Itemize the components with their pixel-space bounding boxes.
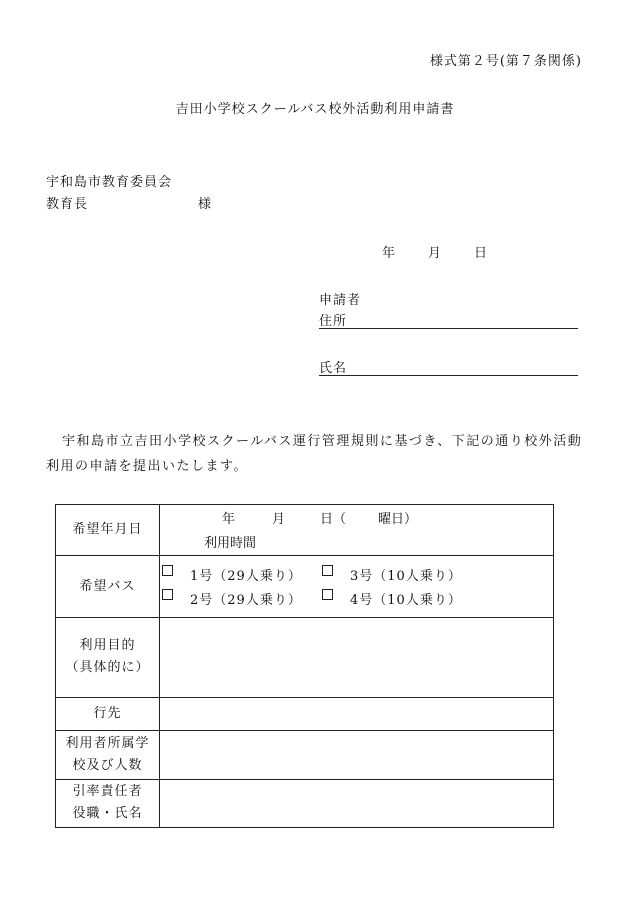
name-field[interactable] (319, 357, 578, 376)
table-row (56, 731, 554, 779)
table-date-year: 年 (222, 512, 236, 528)
school-label-line2: 校及び人数 (72, 757, 143, 773)
bus-1-label: 1号（29人乗り） (190, 568, 302, 584)
date-cell[interactable] (160, 505, 554, 556)
purpose-cell[interactable] (160, 618, 554, 698)
address-label: 住所 (319, 314, 348, 329)
table-row (56, 505, 554, 556)
bus-3-checkbox[interactable] (322, 565, 333, 576)
leader-label-line1: 引率責任者 (72, 784, 143, 800)
addressee-org: 宇和島市教育委員会 (46, 175, 173, 190)
document-title: 吉田小学校スクールバス校外活動利用申請書 (175, 102, 455, 117)
purpose-label (56, 618, 160, 698)
date-year-label: 年 (382, 246, 396, 261)
date-day-label: 日 (474, 246, 488, 261)
bus-4-label: 4号（10人乗り） (350, 592, 462, 608)
form-number: 様式第２号(第７条関係) (429, 54, 582, 69)
addressee-title: 教育長 (46, 197, 89, 212)
leader-cell[interactable] (160, 779, 554, 828)
name-label: 氏名 (319, 361, 348, 376)
bus-3-label: 3号（10人乗り） (350, 568, 462, 584)
body-text: 宇和島市立吉田小学校スクールバス運行管理規則に基づき、下記の通り校外活動利用の申請を提出いたします。 (46, 434, 583, 474)
school-cell[interactable] (160, 731, 554, 779)
bus-4-checkbox[interactable] (322, 589, 333, 600)
table-date-month: 月 (272, 512, 286, 528)
purpose-label-line1: 利用目的 (79, 638, 136, 654)
bus-2-checkbox[interactable] (162, 589, 173, 600)
addressee-honorific: 様 (198, 197, 212, 212)
table-row (56, 697, 554, 730)
destination-label: 行先 (56, 697, 160, 730)
leader-label-line2: 役職・氏名 (72, 806, 143, 822)
date-month-label: 月 (428, 246, 442, 261)
school-label-line1: 利用者所属学 (65, 735, 150, 751)
table-row (56, 618, 554, 698)
bus-label: 希望バス (56, 556, 160, 618)
leader-label (56, 779, 160, 828)
application-table (55, 504, 554, 828)
bus-cell (160, 556, 554, 618)
purpose-label-line2: （具体的に） (65, 660, 150, 676)
table-row (56, 556, 554, 618)
table-date-weekday: 曜日） (378, 512, 418, 528)
bus-1-checkbox[interactable] (162, 565, 173, 576)
table-date-day: 日（ (320, 512, 347, 528)
date-label: 希望年月日 (56, 505, 160, 556)
destination-cell[interactable] (160, 697, 554, 730)
address-field[interactable] (319, 310, 578, 329)
applicant-heading: 申請者 (319, 293, 362, 308)
usage-time-label: 利用時間 (204, 536, 257, 552)
school-label (56, 731, 160, 779)
bus-2-label: 2号（29人乗り） (190, 592, 302, 608)
table-row (56, 779, 554, 828)
